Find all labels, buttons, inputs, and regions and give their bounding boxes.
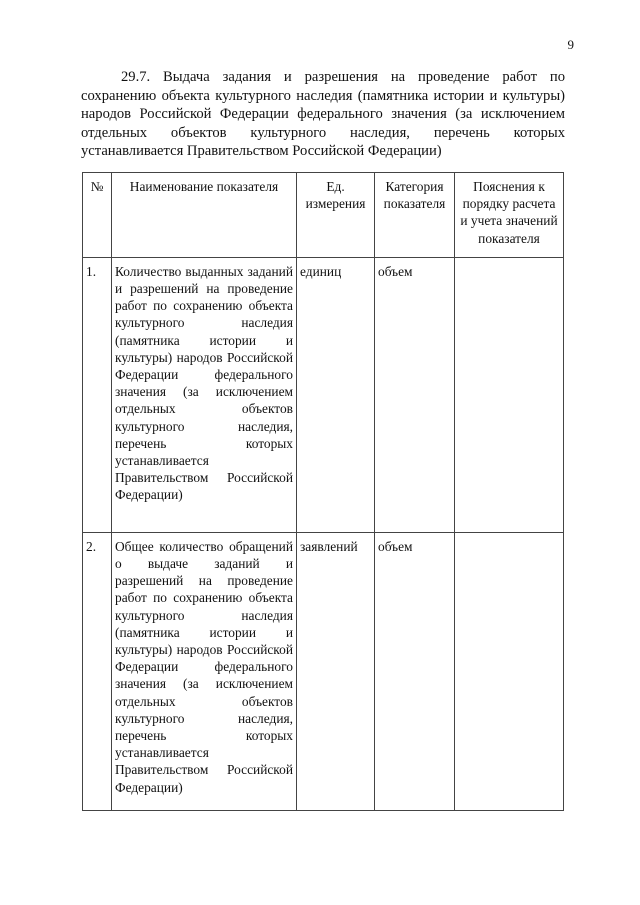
header-unit: Ед. измерения [297,173,375,258]
table-header-row [83,173,564,258]
header-category: Категория показателя [375,173,455,258]
row-number: 1. [83,257,112,532]
header-notes: Пояснения к порядку расчета и учета значений показателя [455,173,564,258]
section-heading: 29.7. Выдача задания и разрешения на проведение работ по сохранению объекта культурного наследия (памятника истории и культуры) народов Российской Федерации федерального значения (за исключением отдельных объектов культурного наследия, перечень которых устанавливается Правительством Российской Федерации) [81,69,565,160]
indicator-name: Количество выданных заданий и разрешений на проведение работ по сохранению объекта культурного наследия (памятника истории и культуры) народов Российской Федерации федерального значения (за исключением отдельных объектов культурного наследия, перечень которых устанавливается Правительством Российской Федерации) [112,257,297,532]
table-body [83,257,564,810]
table-row [83,532,564,810]
unit-of-measure: заявлений [297,532,375,810]
table-row [83,257,564,532]
unit-of-measure: единиц [297,257,375,532]
indicator-category: объем [375,532,455,810]
indicator-category: объем [375,257,455,532]
header-number: № [83,173,112,258]
indicator-notes [455,257,564,532]
row-number: 2. [83,532,112,810]
header-indicator-name: Наименование показателя [112,173,297,258]
indicator-notes [455,532,564,810]
page-number: 9 [567,37,574,52]
indicators-table [82,172,564,811]
table-header [83,173,564,258]
indicator-name: Общее количество обращений о выдаче заданий и разрешений на проведение работ по сохранению объекта культурного наследия (памятника истории и культуры) народов Российской Федерации федерального значения (за исключением отдельных объектов культурного наследия, перечень которых устанавливается Правительством Российской Федерации) [112,532,297,810]
